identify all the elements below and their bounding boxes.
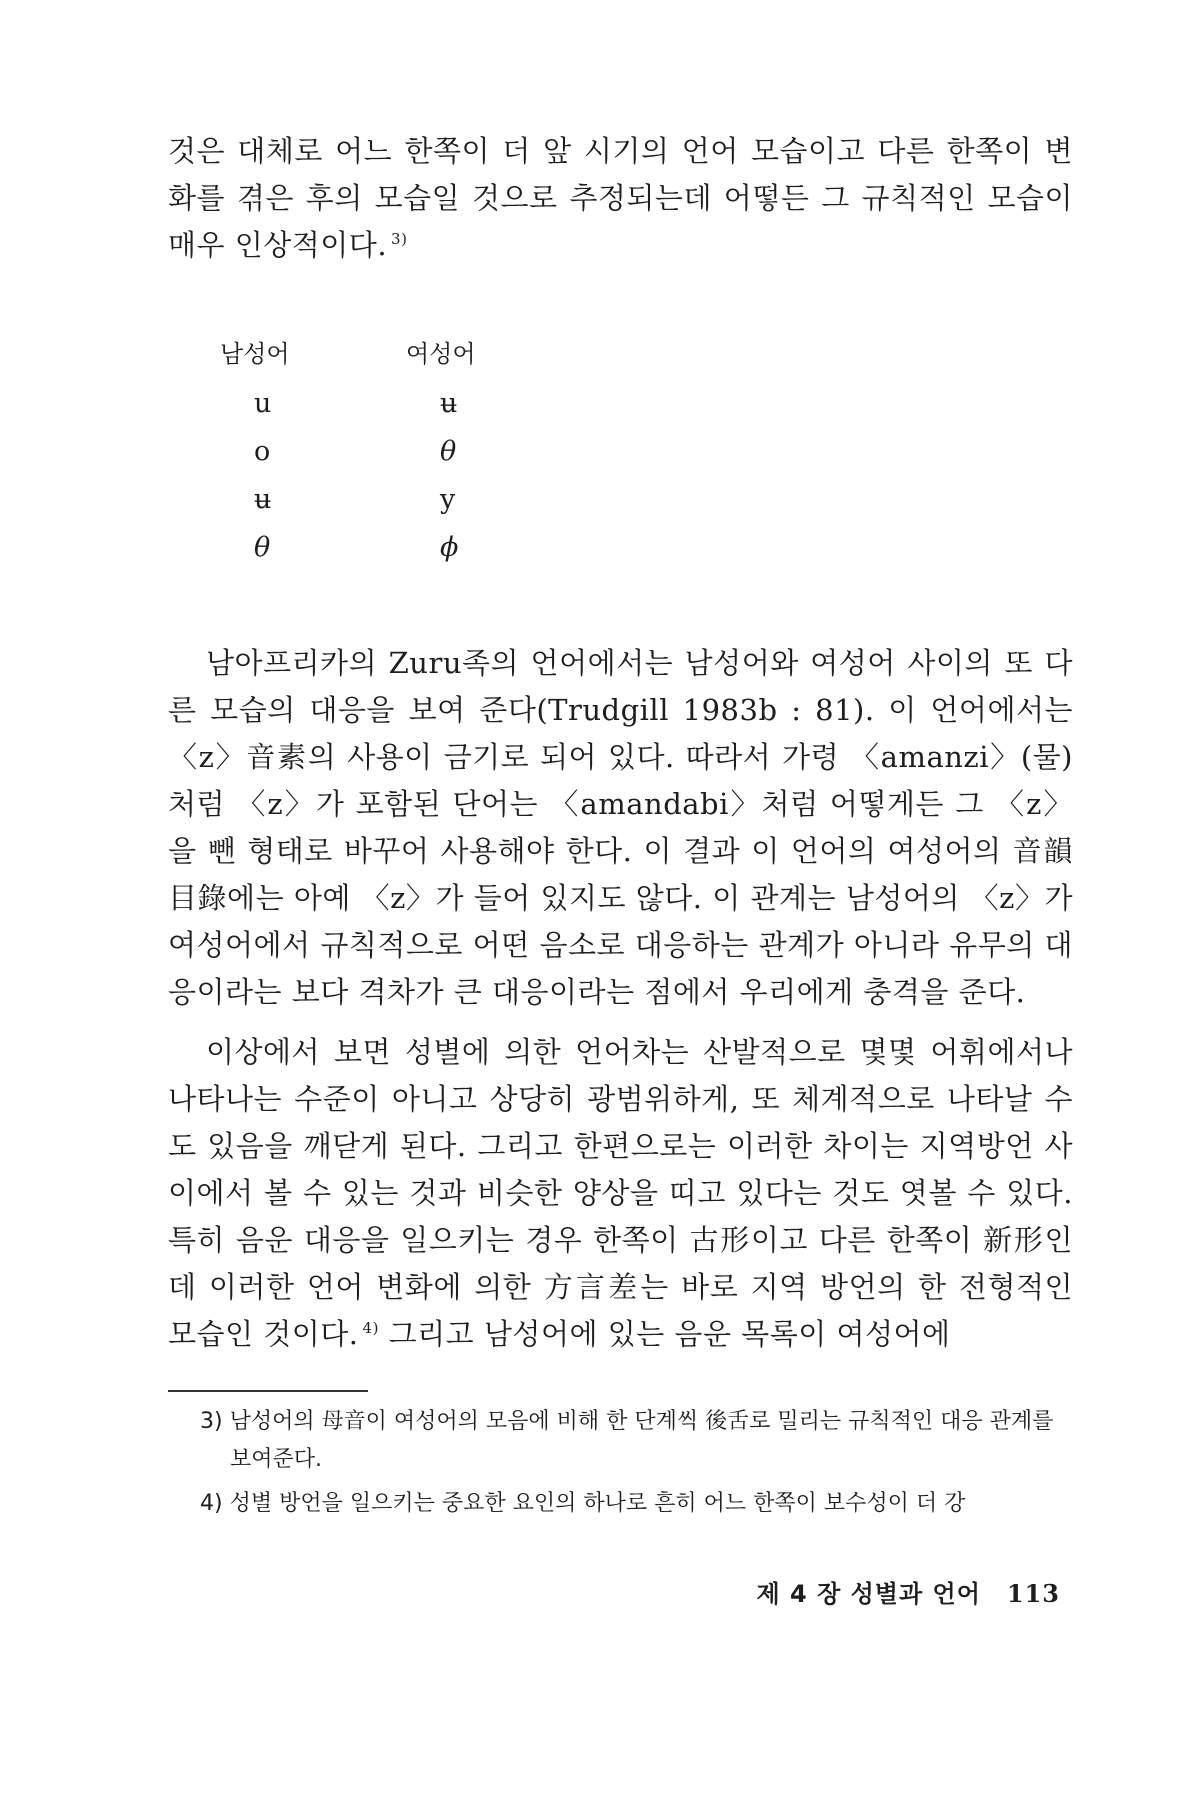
paragraph-top-text: 것은 대체로 어느 한쪽이 더 앞 시기의 언어 모습이고 다른 한쪽이 변화를 겪은 후의 모습일 것으로 추정되는데 어떻든 그 규칙적인 모습이 매우 인상적이다. — [168, 134, 1073, 262]
footnote-text: 남성어의 母音이 여성어의 모음에 비해 한 단계씩 後舌로 밀리는 규칙적인 대응 관계를 보여준다. — [229, 1409, 1054, 1472]
paragraph-summary — [168, 1029, 1073, 1358]
male-vowel-cell: ʉ — [254, 484, 272, 515]
male-vowel-cell: θ — [254, 532, 271, 563]
paragraph-zuru — [168, 640, 1073, 1016]
female-vowel-cell: ϕ — [440, 532, 459, 563]
footnote-marker: 3) — [200, 1409, 223, 1434]
chapter-title: 제 4 장 성별과 언어 — [756, 1580, 981, 1608]
female-vowel-cell: θ — [440, 436, 457, 467]
footnote-divider — [168, 1390, 368, 1392]
paragraph-top-body — [168, 128, 1073, 269]
footnote-ref-4: 4) — [362, 1319, 379, 1338]
male-speech-column — [220, 338, 340, 572]
footnote-ref-3: 3) — [391, 230, 408, 249]
paragraph-zuru-text: 남아프리카의 Zuru족의 언어에서는 남성어와 여성어 사이의 또 다른 모습의 대응을 보여 준다(Trudgill 1983b : 81). 이 언어에서는 〈z〉音素의 사용이 금기로 되어 있다. 따라서 가령 〈amanzi〉(물)처럼 〈z〉가 포함된 단어는 〈amandabi〉처럼 어떻게든 그 〈z〉을 뺀 형태로 바꾸어 사용해야 한다. 이 결과 이 언어의 여성어의 音韻 目錄에는 아예 〈z〉가 들어 있지도 않다. 이 관계는 남성어의 〈z〉가 여성어에서 규칙적으로 어떤 음소로 대응하는 관계가 아니라 유무의 대응이라는 보다 격차가 큰 대응이라는 점에서 우리에게 충격을 준다. — [168, 646, 1073, 1009]
paragraph-summary-body — [168, 1029, 1073, 1358]
footnotes — [200, 1403, 1072, 1529]
footnote-3 — [200, 1403, 1072, 1479]
female-speech-header: 여성어 — [406, 340, 476, 368]
paragraph-top — [168, 128, 1073, 269]
female-vowel-cell: ʉ — [440, 388, 458, 419]
male-vowel-cell: o — [254, 436, 271, 467]
running-footer — [756, 1574, 1060, 1609]
paragraph-summary-continuation: 그리고 남성어에 있는 음운 목록이 여성어에 — [388, 1317, 951, 1351]
male-vowel-cell: u — [254, 388, 272, 419]
male-speech-header: 남성어 — [220, 340, 290, 368]
footnote-4 — [200, 1485, 1072, 1523]
female-speech-column — [406, 338, 526, 572]
paragraph-summary-text: 이상에서 보면 성별에 의한 언어차는 산발적으로 몇몇 어휘에서나 나타나는 수준이 아니고 상당히 광범위하게, 또 체계적으로 나타날 수도 있음을 깨닫게 된다. 그리고 한편으로는 이러한 차이는 지역방언 사이에서 볼 수 있는 것과 비슷한 양상을 띠고 있다는 것도 엿볼 수 있다. 특히 음운 대응을 일으키는 경우 한쪽이 古形이고 다른 한쪽이 新形인데 이러한 언어 변화에 의한 方言差는 바로 지역 방언의 한 전형적인 모습인 것이다. — [168, 1035, 1073, 1351]
footnote-text: 성별 방언을 일으키는 중요한 요인의 하나로 흔히 어느 한쪽이 보수성이 더 강 — [229, 1491, 966, 1516]
female-vowel-cell: y — [440, 484, 456, 515]
page-number: 113 — [1006, 1579, 1060, 1608]
footnote-marker: 4) — [200, 1491, 223, 1516]
